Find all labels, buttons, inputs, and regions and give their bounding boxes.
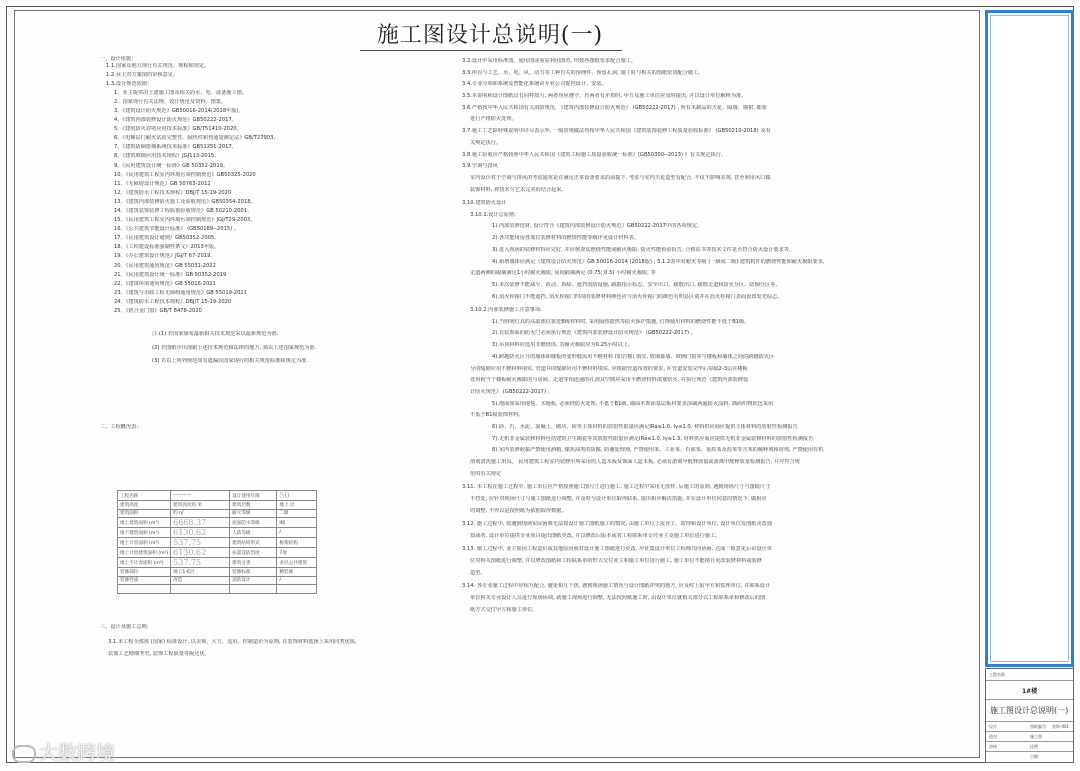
table-cell: 地上1-6层 — [171, 568, 230, 577]
table-cell: 537.75 — [171, 538, 230, 548]
watermark-text: 大数跨境 — [39, 742, 116, 764]
selected-panel[interactable] — [985, 10, 1074, 667]
tb-label-date: 日期 — [1030, 754, 1038, 759]
section-3 — [100, 624, 450, 664]
table-cell: 抗震设防烈度 — [230, 548, 277, 558]
note-line: 6).消火栓箱门不能遮挡, 消火栓箱门四周的装修材料颜色应与消火栓箱门的颜色有明显区别并在消火栓箱门表面设置发光标志。 — [492, 293, 783, 300]
note-line: 关规定执行。 — [470, 139, 502, 146]
note-line: 3.10.1.设计总原则: — [470, 211, 516, 218]
tb-divider — [986, 699, 1073, 700]
note-line: 1).当照明灯具的高温部位靠近B级材料时, 采用隔热散热等防火保护措施, 灯饰使用材料的燃烧性能不低于B1级。 — [492, 318, 750, 325]
note-line: 5).地面如采用地毯、木地板, 必须经防火处理, 不低于B1级, 墙面木饰面基层板材要求涂刷两遍防火涂料, 墙面织物软包采用 — [492, 400, 774, 407]
note-line: 3.3.所有与工艺、水、电、风、动力等工种有关的预埋件、预留孔洞, 施工时与相关的图纸密切配合施工。 — [462, 69, 704, 76]
table-cell: 框架结构 — [277, 538, 317, 548]
table-cell: 装修性质 — [118, 576, 171, 585]
spec-reference-line: 6、《电梯层门耐火试验完整性、隔热性和热通量测定法》GB/T27903。 — [114, 135, 279, 142]
spec-reference-line: 22、《建筑环境通用规范》GB 55016-2021 — [114, 280, 216, 287]
spec-reference-line: 13、《建筑内部装修防火施工及验收规范》GB50354-2018。 — [114, 198, 256, 205]
tb-drawing-title: 施工图设计总说明(一) — [990, 706, 1069, 715]
section-3-list — [100, 639, 450, 658]
table-cell: 50 — [277, 491, 317, 501]
note-line: 处用相当于楼板耐火极限的与房间、走道等相连通的孔洞其空隙应采用不燃烧材料填塞密实, 并执行规范《建筑内部装修设 — [470, 377, 749, 384]
note-line: 进行严格防火处理。 — [470, 116, 517, 123]
table-cell — [171, 585, 230, 594]
table-cell: 地上 层 — [277, 501, 317, 510]
table-cell: 装修标准 — [230, 568, 277, 577]
tb-label-review: 审核 — [989, 744, 997, 749]
note-line: 3.5.本说明和设计图纸具有同样效力, 两者均应遵守。若两者有矛盾时, 甲方及施工单位应及时提出, 并以设计单位解释为准。 — [462, 93, 747, 100]
note-line: 3.9.空调与排风 — [462, 163, 498, 170]
table-cell: 多层公共建筑 — [277, 558, 317, 568]
table-row — [118, 491, 317, 501]
note-line: 3.6.严格按中华人民共和国有关消防规范, 《建筑内部装修设计防火规范》 (GB50222-2017) , 所有木制品的天花、隔墙、墙裙, 都要 — [462, 104, 767, 111]
table-cell: 装修部位 — [118, 568, 171, 577]
spec-reference-line: 7、《建筑防烟排烟系统技术标准》GB51251-2017。 — [114, 144, 237, 151]
note-line: 装饰材料, 将技术与艺术完美的结合起来。 — [470, 186, 567, 193]
tb-label-stage: 施工图 — [1030, 734, 1042, 739]
table-cell: 工程名称 — [118, 491, 171, 501]
panel-inner-border — [990, 15, 1069, 662]
note-line: 不低于B1级装饰材料。 — [470, 412, 524, 419]
spec-reference-line: 12、《建筑防水工程技术规程》DBJ/T 15-19-2020 — [114, 189, 232, 196]
spec-reference-line: 8、《建筑玻璃应用技术规程》JGJ113-2015。 — [114, 153, 220, 160]
table-cell: 消防设计 — [230, 576, 277, 585]
spec-reference-line: 23、《建筑与市政工程无障碍通用规范》GB 55019-2021 — [114, 289, 247, 296]
note-line: 计防火规范》 (GB50222-2017) 。 — [470, 388, 553, 395]
table-row — [118, 576, 317, 585]
table-row — [118, 528, 317, 538]
note-line: 6).砂、石、水泥、混凝土、砌块、砖等主体材料的放射性限量应满足IRa≤1.0, Iγ≤1.0, 材料供应商应提供主体材料的放射性检测报告 — [492, 423, 798, 430]
spec-reference-line: 16、《公共建筑节能设计标准》 (GB50189--2015) 。 — [114, 226, 239, 233]
note-line: 3.2.设计中采用标准图、通用图或重复利用图者, 均按各图纸要求配合施工。 — [462, 58, 637, 64]
table-row — [118, 585, 317, 594]
spec-reference-line: 9、《民用建筑设计统一标准》GB 50352-2019。 — [114, 162, 229, 169]
logo-icon — [12, 745, 36, 763]
spec-reference-line: 19、《办公建筑设计规范》JGJ/T 67-2019。 — [114, 253, 216, 260]
table-cell: / — [277, 528, 317, 538]
section-1-heading: 一、设计依据： — [100, 56, 137, 62]
table-cell: 建筑分类 — [230, 558, 277, 568]
title-block — [985, 668, 1074, 763]
table-cell: 精装修 — [277, 568, 317, 577]
spec-reference-line: 21、《民用建筑设计统一标准》GB 50352-2019 — [114, 271, 227, 278]
note-line: 分的缝隙应用不燃材料填实, 管道井的缝隙应用不燃材料填实, 应根据管道布置的要求, 在管道安装完毕后每隔2-3层在楼板 — [470, 365, 748, 372]
spec-reference-line: 15、《民用建筑工程室内环境污染控制规范》JGJ/T29-2003。 — [114, 217, 256, 224]
table-cell: 设计使用年限 — [230, 491, 277, 501]
table-cell: 建筑结构形式 — [230, 538, 277, 548]
note-line: 不符处, 应针对现场尺寸与施工图纸进行调整, 并及时与设计单位取得联系, 提出相应解决措施, 并在设计单位同意的情况下, 做相应 — [470, 495, 767, 502]
tb-label-drawing-no: 图纸编号 — [1030, 724, 1046, 729]
note-line: 2).各功能用房各部位装修材料的燃烧性能等级详见设计材料表。 — [492, 235, 640, 242]
table-cell: 建筑高度 — [118, 501, 171, 510]
note-line: 3.7.施工工艺除特殊说明中详尽表示外, 一般常规做法均按中华人民共和国《建筑装饰装修工程质量验收标准》 (GB50210-2018) 及有 — [462, 128, 771, 135]
spec-reference-line: 14、《建筑装饰装修工程质量验收规范》GB 50210-2001。 — [114, 208, 253, 214]
spec-reference-line: 1.3.设计规范依据： — [106, 80, 153, 87]
spec-reference-line: 5、《建筑防火封堵应用技术标准》GB/T51410-2020。 — [114, 126, 242, 133]
note-line: 走道两侧的隔墙满足1小时耐火极限, 房间隔墙满足 (0.75; 0.5) 小时耐火极限, 等 — [470, 270, 656, 277]
section-3-heading: 三、设计及施工总则: — [100, 624, 149, 630]
section-1-list — [100, 63, 448, 315]
table-cell: 建筑层数 — [230, 501, 277, 510]
tb-floor-label: 1#楼 — [1022, 688, 1038, 695]
table-cell: 地上计容面积 (m²) — [118, 538, 171, 548]
note-line: 3.10.2.内部装修施工注意事项: — [470, 307, 542, 314]
note-line: 3).吊顶材料应选用非燃烧体, 其耐火极限应为0.25小时以上。 — [492, 342, 634, 349]
table-cell: 537.75 — [171, 558, 230, 568]
table-cell: 建筑高度约 米 — [171, 501, 230, 510]
principle-line: 装饰工艺精细考究, 装饰工程质量等级达优。 — [108, 651, 210, 657]
watermark — [12, 738, 115, 765]
note-line: (2) 若图纸中出现跟上述技术规范和法律的地方, 须以上述国家规范为准. — [152, 344, 317, 351]
left-column — [100, 56, 448, 430]
spec-reference-line: 10、《民用建筑工程室内环境污染控制规范》GB50325-2020 — [114, 171, 256, 178]
table-cell: I级 — [277, 518, 317, 528]
table-cell: 7度 — [277, 548, 317, 558]
spec-reference-line: 2、国家现行有关法规、设计规范及资料、图集。 — [114, 98, 227, 105]
table-cell: 耐火等级 — [230, 509, 277, 518]
note-line: 2).有装饰面的防火门必须执行规范《建筑内部装修设计防火规范》 (GB50222-2017) 。 — [492, 330, 696, 337]
table-cell: 地上建筑面积 (m²) — [118, 518, 171, 528]
note-line: 造型。 — [470, 569, 486, 576]
table-cell: 6130.62 — [171, 528, 230, 538]
table-cell — [230, 585, 277, 594]
table-cell: 6130.62 — [171, 548, 230, 558]
spec-reference-line: 25、《铝合金门窗》GB/T 8478-2020 — [114, 308, 202, 315]
table-row — [118, 501, 317, 510]
tb-drawing-no: 装饰-001 — [1052, 724, 1070, 729]
table-cell — [118, 585, 171, 594]
note-line: 7).无机非金属装修材料包括建筑卫生陶瓷等其放射性限量应满足IRa≤1.0, Iγ≤1.3, 材料供应商应提供无机非金属装修材料的放射性检测报告 — [492, 435, 814, 442]
table-row — [118, 548, 317, 558]
note-line: 的调整, 不得以是按照纸为依据取得数据。 — [470, 507, 567, 514]
tb-divider — [986, 721, 1073, 722]
table-cell: 6668.37 — [171, 518, 230, 528]
table-cell: 约 ㎡ — [171, 509, 230, 518]
tb-divider — [986, 751, 1073, 752]
tb-divider — [986, 731, 1073, 732]
note-line: 注:(1) 若国家颁布最新相关技术规范采以最新规范为准. — [152, 331, 279, 338]
note-line: 3.13. 施工过程中, 业主如因工程造价或其他原因而对设计施工图纸进行更改, 应征集设计单位工程师共同协商, 达成一致意见后由设计单 — [462, 546, 773, 553]
note-line: (3) 若以上所列规范如有遗漏以国家现行的相关规范标准和规定为准. — [152, 358, 308, 365]
table-row — [118, 558, 317, 568]
table-row — [118, 509, 317, 518]
table-cell: 地上计容建筑面积 (m²) — [118, 548, 171, 558]
table-row — [118, 568, 317, 577]
note-line: 1).内部装修选材, 设计符合《建筑内部装修设计防火规范》GB50222-2017中的各项规定。 — [492, 223, 703, 230]
spec-reference-line: 20、《民用建筑通用规范》GB 55031-2022 — [114, 262, 216, 269]
spec-reference-line: 1.2.业主对方案图的审核意见。 — [106, 71, 179, 78]
note-line: 3.10.建筑防火设计 — [462, 200, 507, 207]
table-row — [118, 538, 317, 548]
note-line: 4).新增墙体应满足《建筑设计防火规范》GB 50016-2014 (2018版) ; 5.1.2表中对耐火等级 (一级或二级) 建筑构件的燃烧性能和耐火极限要求, — [492, 258, 825, 265]
table-cell: ———— — [171, 491, 230, 501]
note-line: 3.11. 本工程在施工过程中, 施工单位应严格按照施工图尺寸进行施工, 施工过程中采用无放样, 后施工的原则, 遇到现场尺寸与图纸尺寸 — [462, 484, 771, 491]
project-overview-table — [117, 490, 317, 594]
note-line: 5).本次装修不能减少、改动、拆除、遮挡消防设施, 疏散指示标志、安全出口、疏散出口, 疏散走道和防火分区、防烟分区等。 — [492, 281, 781, 288]
note-line: 单位相关专业设计人员进行现场协调, 就施工现场进行调整, 无法按照纸施工时, 由设计单位就相关部分以工程联系单和修改后的图 — [470, 594, 766, 601]
note-line: 溶剂清洗施工用具。 民用建筑工程室内装修中所采用的人造木板及饰面人造木板, 必须有游离甲醛释放量或游离甲醛释放量检测报告, 并应符合规 — [470, 459, 800, 465]
right-column — [462, 58, 952, 618]
spec-reference-line: 17、《民用建筑设计通则》GB50352-2005。 — [114, 235, 220, 242]
table-cell: / — [277, 576, 317, 585]
tb-label-check: 校对 — [989, 734, 997, 739]
tb-divider — [986, 741, 1073, 742]
note-line: 位对相关图纸进行调整, 并以修改图纸和工程联系单的形式交付业主和施工单位进行施工, 施工单位不能擅自更改装修材料或装修 — [470, 557, 762, 564]
table-cell: 二级 — [277, 509, 317, 518]
tb-label-project: 工程名称 — [989, 672, 1005, 677]
table-cell: 人防等级 — [230, 528, 277, 538]
note-line: 3.4.专业分项和系统及智能化系统由专业公司提供设计、安装。 — [462, 81, 607, 88]
note-line: 3.14. 各专业施工过程中应相互配合, 避免相互干扰, 遇到现场施工情况与设计图纸冲突的地方, 应及时上报甲方和监理单位, 并联系设计 — [462, 583, 771, 590]
tb-label-scale: 比例 — [1030, 744, 1038, 749]
spec-reference-line: 24、《建筑防水工程技术规程》DBJ/T 15-19-2020 — [114, 298, 232, 305]
note-line: 8).室内装修胶黏严禁使用酒精, 煤焦油类的防腐, 防潮处理剂, 严禁使用苯、工业苯、石油苯、重质苯及混苯等含苯的稀释剂和溶剂, 严禁使用有机 — [492, 447, 824, 454]
table-cell: 改造 — [171, 576, 230, 585]
spec-reference-line: 1.1.国家及地方现行有关规范、规程和规定。 — [106, 62, 210, 69]
tb-divider — [986, 680, 1073, 681]
note-line: 3).进入现场的装修材料应完好, 并应核查其燃烧性能或耐火极限, 防火性能检验报告, 合格证书等技术文件是否符合防火设计要求等。 — [492, 246, 795, 253]
spec-reference-line: 4、《建筑内部装修设计防火规范》GB50222-2017。 — [114, 117, 237, 124]
note-line: 3.8.施工验收应严格按照中华人民共和国《建筑工程施工质量验收统一标准》(GB50300--2013) 》有关规定执行。 — [462, 151, 727, 158]
spec-reference-line: 3、《建筑设计防火规范》GB50016-2014(2018年版)。 — [114, 107, 244, 114]
note-line: 室内设计对于空调与排风的考虑通常是在满足正常设备要求的前提下, 考虑与室内天花造型有配合, 不仅不影响美观, 甚至利用风口做 — [470, 174, 771, 181]
table-cell: 地下建筑面积 (m²) — [118, 528, 171, 538]
table-cell — [277, 585, 317, 594]
note-line: 3.12. 施工过程中, 如遇到现场实际困难无法按设计施工图纸施工的情况, 由施工单位上报业主、监理和设计单位, 设计单位发图纸更改通 — [462, 521, 773, 528]
spec-reference-line: 1、业主提供的土建施工图及相关的水、电、设备施工图。 — [114, 89, 247, 96]
tb-label-design: 设计 — [989, 724, 997, 729]
spec-reference-line: 18、《工程建设标准强制性条文》2013年版。 — [114, 244, 220, 251]
section-2-heading: 二、工程概况表: — [100, 423, 139, 430]
principle-line: 3.1.本工程全部按 (国家) 标准设计, 以美观、大方、适用、控制造价为原则, 在装饰材料选择上采用同类优质, — [108, 638, 357, 645]
table-cell: 地上不计容面积 (m²) — [118, 558, 171, 568]
table-cell: 建筑面积 — [118, 509, 171, 518]
table-cell: 屋面防水等级 — [230, 518, 277, 528]
spec-reference-line: 11、《无障碍设计规范》GB 50763-2012 — [114, 180, 211, 187]
note-line: 纸方式交付甲方和施工单位。 — [470, 606, 538, 613]
note-line: 知或者, 设计单位提供专业项目提出图纸更改, 并以修改后版本或者工程联系单交付业主及施工单位进行施工。 — [470, 532, 721, 539]
table-row — [118, 518, 317, 528]
title-underline — [360, 50, 622, 51]
note-line: 范的有关规定 — [470, 470, 502, 477]
note-line: 4).跨越防火区分的墙体和楼板的变形缝需用不燃材料 (如岩棉) 填实, 玻璃幕墙、玻璃门窗等与楼板和墙体之间的跨越防火区 — [492, 353, 775, 360]
notes-list — [100, 331, 448, 365]
page-title: 施工图设计总说明(一) — [376, 23, 604, 48]
